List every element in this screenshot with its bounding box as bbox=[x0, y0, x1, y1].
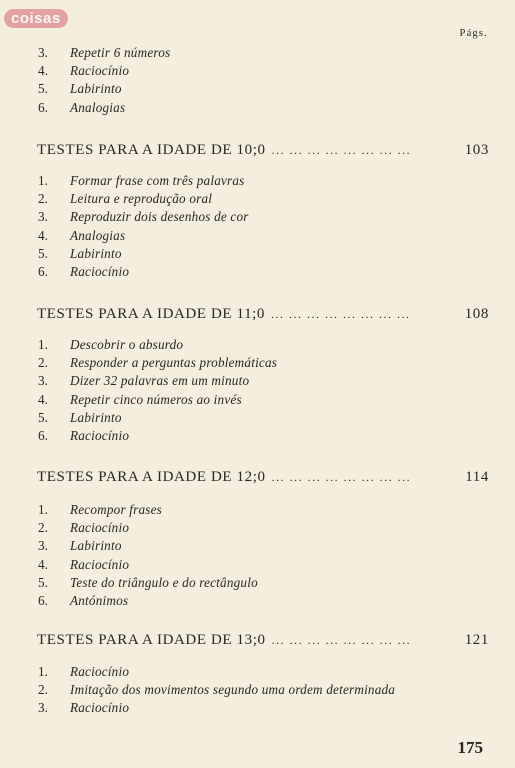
item-number: 3. bbox=[38, 373, 48, 389]
item-number: 2. bbox=[38, 355, 48, 371]
item-text: Repetir 6 números bbox=[70, 45, 171, 60]
section-title: TESTES PARA A IDADE DE 12;0 bbox=[37, 469, 266, 485]
list-item bbox=[38, 354, 498, 372]
item-text: Raciocínio bbox=[70, 556, 130, 572]
section-title: TESTES PARA A IDADE DE 10;0 bbox=[37, 142, 266, 158]
item-number: 3. bbox=[38, 45, 48, 60]
list-item bbox=[38, 556, 498, 574]
item-number: 3. bbox=[38, 209, 48, 225]
pages-column-header: Págs. bbox=[459, 28, 488, 39]
item-text: Raciocínio bbox=[70, 664, 130, 679]
list-item bbox=[38, 391, 498, 409]
item-text: Imitação dos movimentos segundo uma ordem determinada bbox=[70, 682, 396, 698]
list-item bbox=[38, 663, 498, 681]
item-number: 4. bbox=[38, 556, 48, 572]
item-number: 6. bbox=[38, 592, 48, 608]
list-item bbox=[38, 537, 498, 555]
item-text: Analogias bbox=[70, 227, 126, 243]
item-text: Responder a perguntas problemáticas bbox=[70, 355, 278, 371]
item-number: 5. bbox=[38, 574, 48, 590]
list-item bbox=[38, 574, 498, 592]
section-page-number: 108 bbox=[464, 306, 489, 322]
item-text: Reproduzir dois desenhos de cor bbox=[70, 209, 249, 225]
item-text: Raciocínio bbox=[70, 263, 130, 279]
item-number: 6. bbox=[38, 427, 48, 443]
list-item bbox=[38, 80, 498, 98]
item-number: 5. bbox=[38, 245, 48, 261]
section-heading bbox=[37, 306, 489, 326]
item-text: Analogias bbox=[70, 99, 126, 115]
item-number: 2. bbox=[38, 191, 48, 207]
list-item bbox=[38, 99, 498, 117]
section-page-number: 103 bbox=[464, 142, 489, 158]
item-number: 6. bbox=[38, 99, 48, 115]
list-item bbox=[38, 681, 498, 699]
list-item bbox=[38, 245, 498, 263]
item-number: 4. bbox=[38, 227, 48, 243]
item-number: 2. bbox=[38, 520, 48, 536]
section-heading bbox=[37, 632, 489, 652]
list-item bbox=[38, 62, 498, 80]
list-item bbox=[38, 592, 498, 610]
dot-leader: ... ... ... ... ... ... ... ... bbox=[271, 633, 412, 647]
continued-item-list bbox=[38, 44, 498, 117]
item-number: 1. bbox=[38, 664, 48, 679]
section-heading bbox=[37, 142, 489, 162]
item-text: Labirinto bbox=[70, 245, 122, 261]
item-number: 3. bbox=[38, 538, 48, 554]
item-text: Antónimos bbox=[70, 592, 129, 608]
item-text: Raciocínio bbox=[70, 427, 130, 443]
item-text: Formar frase com três palavras bbox=[70, 173, 245, 188]
section-item-list bbox=[38, 336, 498, 445]
item-text: Recompor frases bbox=[70, 502, 163, 517]
list-item bbox=[38, 336, 498, 354]
list-item bbox=[38, 227, 498, 245]
dot-leader: ... ... ... ... ... ... ... ... bbox=[271, 143, 412, 157]
item-number: 1. bbox=[38, 502, 48, 517]
list-item bbox=[38, 263, 498, 281]
item-text: Raciocínio bbox=[70, 700, 130, 716]
section-page-number: 121 bbox=[464, 632, 489, 648]
section-item-list bbox=[38, 172, 498, 281]
item-number: 4. bbox=[38, 63, 48, 79]
section-title: TESTES PARA A IDADE DE 11;0 bbox=[37, 306, 266, 322]
list-item bbox=[38, 208, 498, 226]
list-item bbox=[38, 519, 498, 537]
item-number: 6. bbox=[38, 263, 48, 279]
dot-leader: ... ... ... ... ... ... ... ... bbox=[271, 307, 411, 321]
list-item bbox=[38, 172, 498, 190]
item-text: Repetir cinco números ao invés bbox=[70, 391, 242, 407]
list-item bbox=[38, 190, 498, 208]
list-item bbox=[38, 409, 498, 427]
section-heading bbox=[37, 469, 489, 489]
item-number: 3. bbox=[38, 700, 48, 716]
item-number: 2. bbox=[38, 682, 48, 698]
item-number: 5. bbox=[38, 81, 48, 97]
item-text: Descobrir o absurdo bbox=[70, 337, 184, 352]
section-title: TESTES PARA A IDADE DE 13;0 bbox=[37, 632, 266, 648]
item-number: 1. bbox=[38, 337, 48, 352]
list-item bbox=[38, 501, 498, 519]
item-number: 5. bbox=[38, 409, 48, 425]
item-text: Raciocínio bbox=[70, 520, 130, 536]
item-text: Raciocínio bbox=[70, 63, 130, 79]
list-item bbox=[38, 699, 498, 717]
item-text: Leitura e reprodução oral bbox=[70, 191, 213, 207]
item-text: Dizer 32 palavras em um minuto bbox=[70, 373, 250, 389]
page-number: 175 bbox=[457, 738, 483, 757]
item-text: Labirinto bbox=[70, 538, 122, 554]
section-item-list bbox=[38, 501, 498, 610]
item-text: Teste do triângulo e do rectângulo bbox=[70, 574, 258, 590]
section-item-list bbox=[38, 663, 498, 718]
dot-leader: ... ... ... ... ... ... ... ... bbox=[271, 470, 412, 484]
item-number: 1. bbox=[38, 173, 48, 188]
watermark-stamp: coisas bbox=[4, 9, 68, 28]
section-page-number: 114 bbox=[465, 469, 489, 485]
item-text: Labirinto bbox=[70, 81, 122, 97]
list-item bbox=[38, 372, 498, 390]
list-item bbox=[38, 427, 498, 445]
list-item bbox=[38, 44, 498, 62]
item-number: 4. bbox=[38, 391, 48, 407]
item-text: Labirinto bbox=[70, 409, 122, 425]
